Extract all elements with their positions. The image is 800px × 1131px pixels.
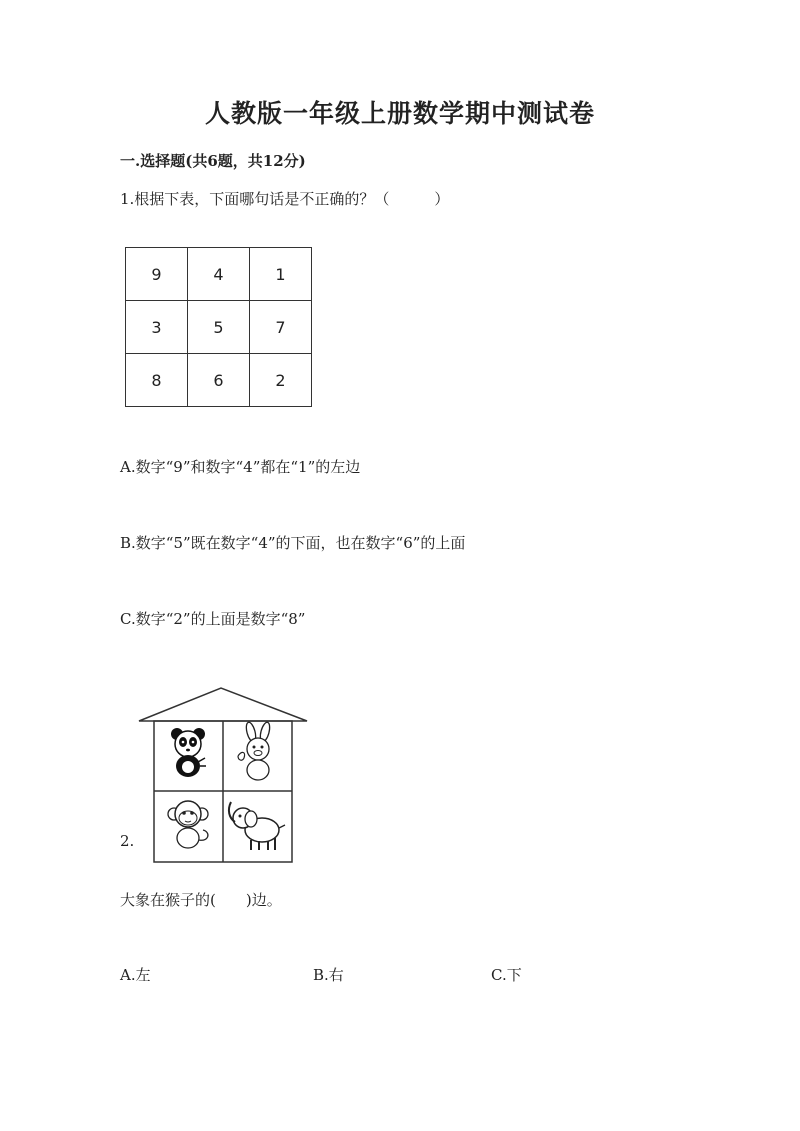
section-heading: 一.选择题(共6题，共12分) bbox=[120, 152, 306, 170]
question-2-prompt: 大象在猴子的( )边。 bbox=[120, 891, 282, 909]
rabbit-icon bbox=[238, 721, 271, 780]
question-2-number: 2. bbox=[120, 832, 135, 850]
grid-cell: 5 bbox=[188, 301, 250, 354]
table-row bbox=[126, 301, 312, 354]
page-title: 人教版一年级上册数学期中测试卷 bbox=[204, 99, 595, 128]
q1-option-c[interactable]: C.数字“2”的上面是数字“8” bbox=[120, 610, 306, 628]
animal-house-figure bbox=[137, 686, 311, 864]
grid-cell: 1 bbox=[250, 248, 312, 301]
grid-cell: 8 bbox=[126, 354, 188, 407]
roof-icon bbox=[139, 688, 307, 721]
grid-cell: 9 bbox=[126, 248, 188, 301]
table-row bbox=[126, 354, 312, 407]
table-row bbox=[126, 248, 312, 301]
grid-cell: 3 bbox=[126, 301, 188, 354]
question-1-prompt: 1.根据下表，下面哪句话是不正确的？（ ） bbox=[120, 190, 450, 208]
q1-option-b[interactable]: B.数字“5”既在数字“4”的下面，也在数字“6”的上面 bbox=[120, 534, 466, 552]
grid-cell: 6 bbox=[188, 354, 250, 407]
panda-icon bbox=[171, 728, 206, 777]
q2-option-b[interactable]: B.右 bbox=[313, 966, 344, 984]
q2-option-c[interactable]: C.下 bbox=[491, 966, 522, 984]
q1-option-a[interactable]: A.数字“9”和数字“4”都在“1”的左边 bbox=[120, 458, 361, 476]
number-grid bbox=[125, 247, 312, 407]
grid-cell: 2 bbox=[250, 354, 312, 407]
monkey-icon bbox=[168, 801, 208, 848]
grid-cell: 4 bbox=[188, 248, 250, 301]
grid-cell: 7 bbox=[250, 301, 312, 354]
elephant-icon bbox=[229, 802, 285, 850]
q2-option-a[interactable]: A.左 bbox=[120, 966, 151, 984]
